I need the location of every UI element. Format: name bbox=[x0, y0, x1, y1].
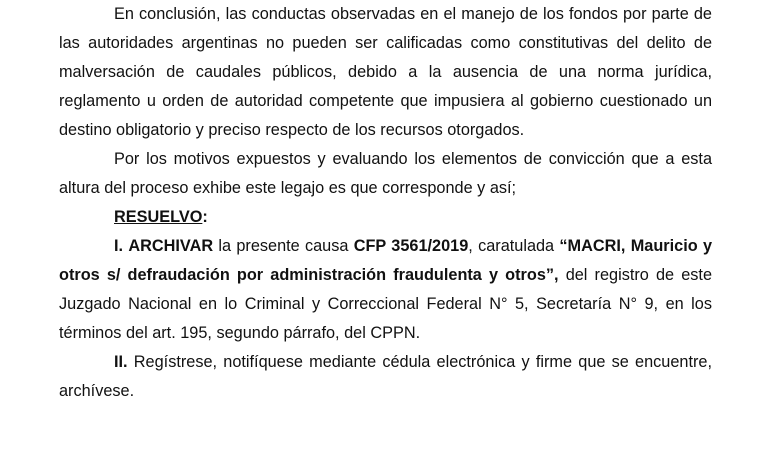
resuelvo-label: RESUELVO bbox=[114, 208, 203, 226]
resolution-item-2 bbox=[59, 348, 712, 406]
paragraph-conclusion: En conclusión, las conductas observadas en el manejo de los fondos por parte de las autoridades argentinas no pueden ser calificadas como constitutivas del delito de malversación de caudales públicos, debido a la ausencia de una norma jurídica, reglamento u orden de autoridad competente que impusiera al gobierno cuestionado un destino obligatorio y preciso respecto de los recursos otorgados. bbox=[59, 5, 712, 139]
item-1-number: I. bbox=[114, 237, 124, 255]
paragraph-motives: Por los motivos expuestos y evaluando los elementos de convicción que a esta altura del proceso exhibe este legajo es que corresponde y así; bbox=[59, 150, 712, 197]
case-title: “MACRI, Mauricio y otros s/ defraudación por administración fraudulenta y otros”, bbox=[59, 237, 713, 284]
item-1-text-c: del registro de este Juzgado Nacional en lo Criminal y Correccional Federal N° 5, Secretaría N° 9, en los términos del art. 195, segundo párrafo, del CPPN. bbox=[59, 266, 712, 342]
item-2-text: Regístrese, notifíquese mediante cédula electrónica y firme que se encuentre, archívese. bbox=[59, 353, 712, 400]
item-2-number: II. bbox=[114, 353, 128, 371]
resuelvo-colon: : bbox=[202, 208, 208, 226]
item-1-text-b: , caratulada bbox=[468, 237, 560, 255]
resuelvo-heading bbox=[59, 203, 712, 232]
item-1-text-a: la presente causa bbox=[213, 237, 354, 255]
case-number: CFP 3561/2019 bbox=[353, 237, 469, 255]
item-1-action: ARCHIVAR bbox=[128, 237, 214, 255]
document-body bbox=[59, 0, 712, 406]
resolution-item-1 bbox=[59, 232, 712, 348]
